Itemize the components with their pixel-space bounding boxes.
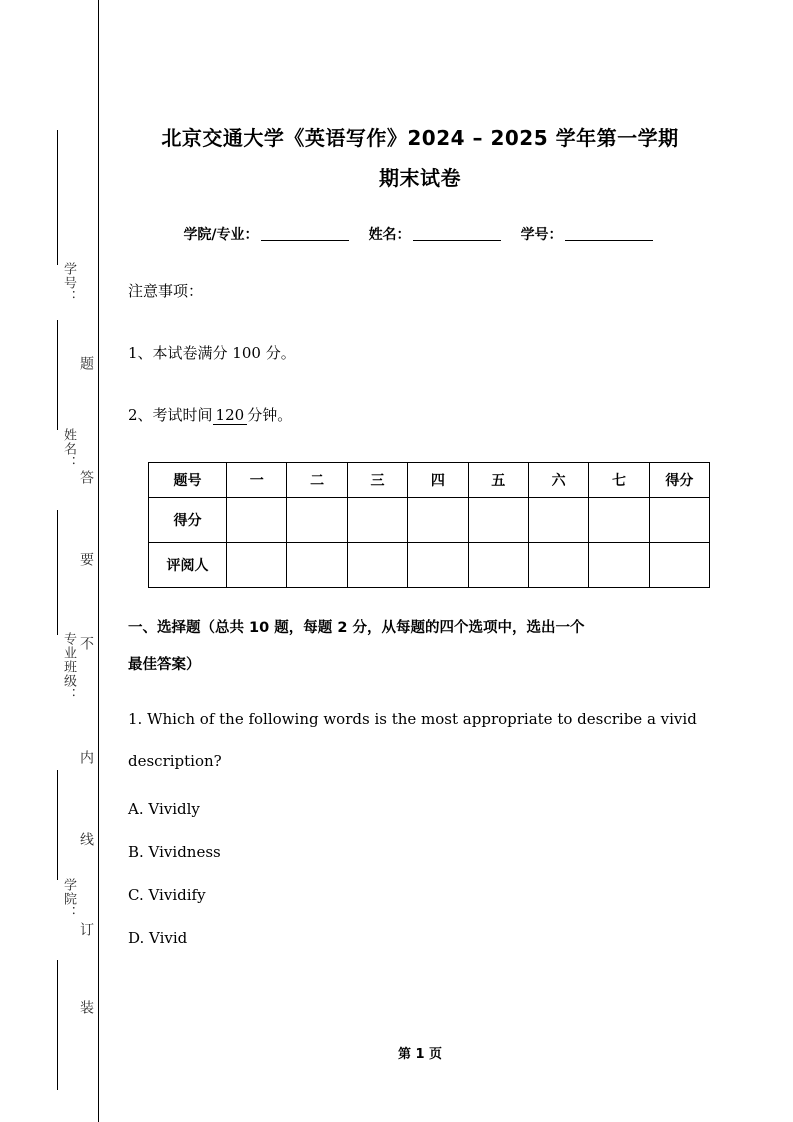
student-info-row: [128, 224, 712, 244]
notice-item-1: 1、本试卷满分 100 分。: [128, 344, 296, 362]
score-header-cell-8: 得分: [649, 463, 709, 498]
seal-line-segment-5: [57, 960, 58, 1090]
question-1-stem-line2: description?: [128, 752, 222, 770]
score-header-cell-1: 一: [227, 463, 287, 498]
exam-duration-value: 120: [213, 406, 248, 425]
seal-label-class-text: 专业班级：: [61, 632, 76, 702]
score-cell-score-1[interactable]: [227, 498, 287, 543]
score-header-cell-7: 七: [589, 463, 649, 498]
question-1-stem-line1: 1. Which of the following words is the most appropriate to describe a vivid: [128, 710, 697, 728]
score-row-label-score: 得分: [149, 498, 227, 543]
student-id-blank[interactable]: [565, 240, 653, 241]
score-cell-grader-4[interactable]: [408, 543, 468, 588]
seal-char-2: 要: [78, 552, 94, 566]
notice-item-2-before: 2、考试时间: [128, 406, 213, 424]
seal-char-6: 订: [78, 922, 94, 936]
score-cell-grader-1[interactable]: [227, 543, 287, 588]
section-heading: [128, 610, 712, 684]
score-cell-score-5[interactable]: [468, 498, 528, 543]
seal-label-student-id-text: 学号：: [61, 262, 76, 304]
score-cell-score-3[interactable]: [347, 498, 407, 543]
score-cell-score-4[interactable]: [408, 498, 468, 543]
score-cell-grader-3[interactable]: [347, 543, 407, 588]
name-blank[interactable]: [413, 240, 501, 241]
notice-heading: 注意事项：: [128, 282, 204, 300]
seal-vertical-rule: [98, 0, 99, 1122]
notice-item-2: [128, 404, 712, 426]
seal-label-college: [0, 878, 100, 920]
page-title: [128, 0, 712, 198]
exam-content: [128, 0, 712, 954]
score-cell-grader-2[interactable]: [287, 543, 347, 588]
college-major-label: 学院/专业：: [183, 227, 259, 243]
page-number-footer: 第 1 页: [397, 1047, 443, 1062]
seal-char-0: 题: [78, 356, 94, 370]
seal-margin: [0, 0, 100, 1122]
score-header-cell-5: 五: [468, 463, 528, 498]
name-label: 姓名：: [368, 227, 411, 243]
section-heading-line1: 一、选择题（总共 10 题，每题 2 分，从每题的四个选项中，选出一个: [128, 620, 585, 636]
score-header-cell-3: 三: [347, 463, 407, 498]
score-row-label-grader: 评阅人: [149, 543, 227, 588]
seal-char-7: 装: [78, 1000, 94, 1014]
score-cell-score-7[interactable]: [589, 498, 649, 543]
question-1-option-b[interactable]: B. Vividness: [128, 843, 221, 861]
notice-item-2-after: 分钟。: [247, 406, 293, 424]
score-header-cell-4: 四: [408, 463, 468, 498]
student-id-label: 学号：: [520, 227, 563, 243]
score-table-row-grader: [149, 543, 710, 588]
seal-char-1: 答: [78, 470, 94, 484]
score-header-cell-6: 六: [528, 463, 588, 498]
section-heading-line2: 最佳答案）: [128, 657, 201, 673]
seal-char-3: 不: [78, 636, 94, 650]
seal-line-segment-1: [57, 130, 58, 265]
score-table: [148, 462, 710, 588]
seal-label-student-id: [0, 262, 100, 304]
seal-label-name-text: 姓名：: [61, 428, 76, 470]
score-header-cell-2: 二: [287, 463, 347, 498]
score-table-header-row: [149, 463, 710, 498]
question-1-option-c[interactable]: C. Vividify: [128, 886, 206, 904]
score-table-row-score: [149, 498, 710, 543]
page-title-line1: 北京交通大学《英语写作》2024 – 2025 学年第一学期: [161, 126, 679, 150]
score-cell-grader-7[interactable]: [589, 543, 649, 588]
score-header-cell-0: 题号: [149, 463, 227, 498]
seal-label-college-text: 学院：: [61, 878, 76, 920]
seal-char-5: 线: [78, 832, 94, 846]
score-cell-score-6[interactable]: [528, 498, 588, 543]
question-1-option-a[interactable]: A. Vividly: [128, 800, 200, 818]
college-major-blank[interactable]: [261, 240, 349, 241]
seal-line-segment-4: [57, 770, 58, 880]
seal-line-segment-2: [57, 320, 58, 430]
page-title-line2: 期末试卷: [379, 166, 461, 190]
score-cell-score-2[interactable]: [287, 498, 347, 543]
seal-char-4: 内: [78, 750, 94, 764]
question-1-option-d[interactable]: D. Vivid: [128, 929, 188, 947]
score-cell-grader-5[interactable]: [468, 543, 528, 588]
question-1-stem: [128, 698, 712, 782]
score-cell-grader-6[interactable]: [528, 543, 588, 588]
seal-line-segment-3: [57, 510, 58, 635]
score-cell-score-total[interactable]: [649, 498, 709, 543]
score-cell-grader-total[interactable]: [649, 543, 709, 588]
seal-label-name: [0, 428, 100, 470]
